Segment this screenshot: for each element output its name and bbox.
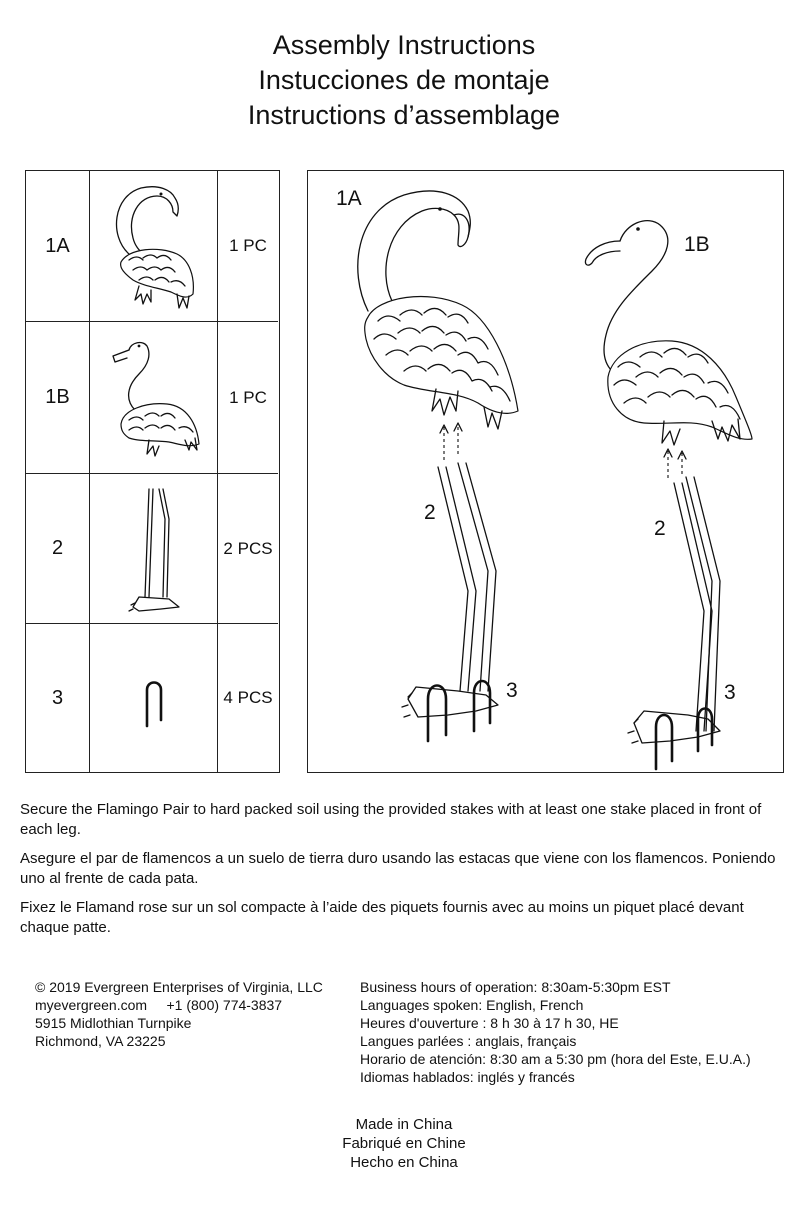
part-id: 1A [26, 171, 90, 321]
label-legs-left: 2 [424, 501, 436, 524]
flamingo-head-up-icon [90, 322, 218, 473]
city-address: Richmond, VA 23225 [35, 1033, 166, 1049]
made-in-french: Fabriqué en Chine [342, 1135, 466, 1152]
instructions-english: Secure the Flamingo Pair to hard packed soil using the provided stakes with at least one stake placed in front of each leg. [20, 801, 762, 838]
parts-row-3 [26, 624, 278, 772]
label-stakes-left: 3 [506, 679, 518, 702]
instructions-spanish: Asegure el par de flamencos a un suelo de tierra duro usando las estacas que viene con los flamencos. Poniendo uno al frente de cada pata. [20, 850, 776, 887]
made-in-spanish: Hecho en China [350, 1154, 458, 1171]
part-quantity: 1 PC [229, 387, 267, 407]
flamingo-head-down-icon [90, 171, 218, 321]
part-id: 3 [26, 624, 90, 772]
hours-french: Heures d'ouverture : 8 h 30 à 17 h 30, HE [360, 1015, 619, 1031]
instructions [20, 800, 788, 947]
languages-french: Langues parlées : anglais, français [360, 1033, 577, 1049]
assembly-diagram [307, 170, 784, 773]
parts-row-2 [26, 474, 278, 624]
part-id: 2 [26, 474, 90, 623]
label-1a: 1A [336, 187, 362, 210]
languages-english: Languages spoken: English, French [360, 997, 584, 1013]
company-name: © 2019 Evergreen Enterprises of Virginia, LLC [35, 979, 323, 995]
parts-table [25, 170, 280, 773]
stake-icon [90, 624, 218, 772]
website-phone: myevergreen.com +1 (800) 774-3837 [35, 997, 283, 1013]
title-french: Instructions d’assemblage [247, 100, 561, 130]
label-1b: 1B [684, 233, 710, 256]
made-in-english: Made in China [355, 1116, 453, 1133]
part-quantity: 4 PCS [223, 688, 273, 707]
languages-spanish: Idiomas hablados: inglés y francés [360, 1069, 575, 1085]
business-hours [360, 978, 751, 1086]
company-info [35, 978, 323, 1050]
part-quantity: 1 PC [229, 236, 267, 255]
part-id: 1B [26, 322, 90, 473]
label-stakes-right: 3 [724, 681, 736, 704]
title-spanish: Instucciones de montaje [258, 65, 550, 95]
parts-row-1b [26, 322, 278, 474]
made-in [0, 1115, 808, 1172]
legs-icon [90, 474, 218, 623]
hours-english: Business hours of operation: 8:30am-5:30pm EST [360, 979, 671, 995]
instructions-french: Fixez le Flamand rose sur un sol compacte à l’aide des piquets fournis avec au moins un piquet placé devant chaque patte. [20, 899, 744, 936]
hours-spanish: Horario de atención: 8:30 am a 5:30 pm (hora del Este, E.U.A.) [360, 1051, 751, 1067]
part-quantity: 2 PCS [223, 538, 273, 558]
parts-row-1a [26, 171, 278, 322]
page-title [0, 28, 808, 133]
flamingo-1a-icon [358, 191, 518, 741]
title-english: Assembly Instructions [272, 30, 536, 60]
label-legs-right: 2 [654, 517, 666, 540]
street-address: 5915 Midlothian Turnpike [35, 1015, 192, 1031]
